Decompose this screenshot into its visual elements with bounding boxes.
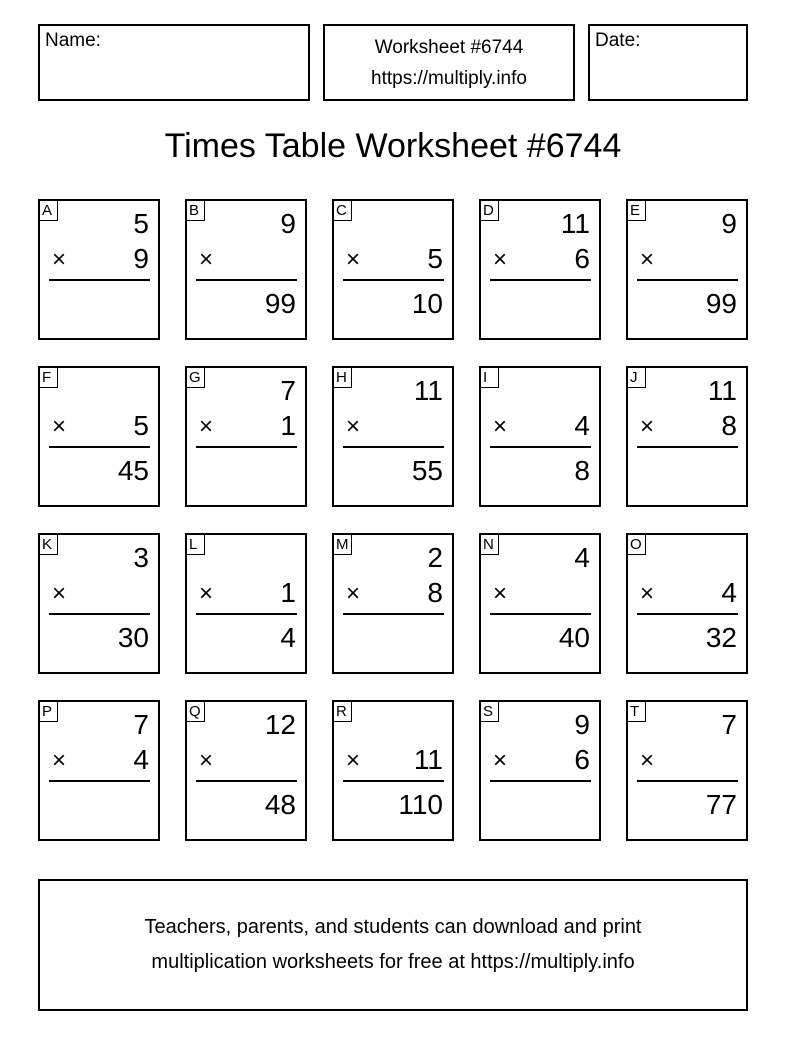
problem-box	[185, 533, 307, 674]
problem-letter: C	[334, 201, 352, 221]
worksheet-url: https://multiply.info	[371, 68, 527, 89]
top-factor: 11	[560, 208, 590, 239]
answer-value: 77	[705, 789, 737, 820]
top-factor: 4	[574, 542, 590, 573]
answer-line	[637, 446, 738, 448]
name-label: Name:	[45, 30, 101, 51]
problem-letter: P	[40, 702, 58, 722]
worksheet-number: Worksheet #6744	[374, 37, 524, 58]
problem-letter: M	[334, 535, 352, 555]
times-sign: ×	[640, 580, 655, 607]
answer-value: 8	[574, 455, 590, 486]
times-sign: ×	[52, 747, 67, 774]
answer-value: 48	[264, 789, 296, 820]
problem-letter: O	[628, 535, 646, 555]
problem-box	[479, 199, 601, 340]
answer-value: 40	[558, 622, 590, 653]
top-factor: 9	[574, 709, 590, 740]
answer-line	[196, 279, 297, 281]
answer-value: 99	[264, 288, 296, 319]
problem-box	[626, 700, 748, 841]
problem-box	[332, 533, 454, 674]
bottom-factor: 9	[133, 243, 149, 274]
times-sign: ×	[346, 413, 361, 440]
answer-line	[343, 279, 444, 281]
top-factor: 7	[721, 709, 737, 740]
bottom-factor: 1	[280, 577, 296, 608]
problem-letter: D	[481, 201, 499, 221]
problem-box	[479, 366, 601, 507]
times-sign: ×	[493, 413, 508, 440]
times-sign: ×	[52, 580, 67, 607]
top-factor: 3	[133, 542, 149, 573]
answer-value: 110	[398, 789, 443, 820]
date-label: Date:	[595, 30, 641, 51]
problem-box	[479, 700, 601, 841]
problem-letter: I	[481, 368, 499, 388]
problem-box	[626, 199, 748, 340]
bottom-factor: 1	[280, 410, 296, 441]
problem-letter: F	[40, 368, 58, 388]
answer-line	[196, 613, 297, 615]
answer-value: 10	[411, 288, 443, 319]
answer-line	[490, 613, 591, 615]
answer-value: 30	[117, 622, 149, 653]
times-sign: ×	[640, 246, 655, 273]
problem-box	[332, 199, 454, 340]
answer-line	[196, 780, 297, 782]
problem-letter: L	[187, 535, 205, 555]
bottom-factor: 8	[721, 410, 737, 441]
problem-box	[626, 366, 748, 507]
answer-line	[49, 279, 150, 281]
problem-box	[185, 700, 307, 841]
problem-letter: J	[628, 368, 646, 388]
bottom-factor: 6	[574, 243, 590, 274]
footer-line-2: multiplication worksheets for free at https://multiply.info	[151, 951, 635, 973]
bottom-factor: 11	[413, 744, 443, 775]
top-factor: 7	[280, 375, 296, 406]
times-sign: ×	[346, 580, 361, 607]
problem-box	[38, 533, 160, 674]
problem-box	[332, 366, 454, 507]
problem-box	[332, 700, 454, 841]
problem-letter: K	[40, 535, 58, 555]
problem-box	[626, 533, 748, 674]
times-sign: ×	[199, 747, 214, 774]
bottom-factor: 4	[721, 577, 737, 608]
answer-line	[49, 613, 150, 615]
answer-line	[490, 780, 591, 782]
answer-line	[343, 780, 444, 782]
bottom-factor: 6	[574, 744, 590, 775]
times-sign: ×	[199, 580, 214, 607]
answer-line	[637, 780, 738, 782]
times-sign: ×	[493, 246, 508, 273]
bottom-factor: 5	[133, 410, 149, 441]
times-sign: ×	[346, 747, 361, 774]
times-sign: ×	[52, 413, 67, 440]
problem-letter: N	[481, 535, 499, 555]
bottom-factor: 5	[427, 243, 443, 274]
times-sign: ×	[199, 246, 214, 273]
problem-box	[38, 199, 160, 340]
answer-value: 99	[705, 288, 737, 319]
answer-line	[490, 446, 591, 448]
times-sign: ×	[493, 580, 508, 607]
times-sign: ×	[52, 246, 67, 273]
times-sign: ×	[199, 413, 214, 440]
top-factor: 9	[721, 208, 737, 239]
bottom-factor: 8	[427, 577, 443, 608]
problem-letter: S	[481, 702, 499, 722]
answer-value: 32	[705, 622, 737, 653]
answer-value: 4	[280, 622, 296, 653]
top-factor: 5	[133, 208, 149, 239]
answer-line	[637, 279, 738, 281]
problem-letter: H	[334, 368, 352, 388]
top-factor: 9	[280, 208, 296, 239]
footer-box	[38, 879, 748, 1011]
problem-letter: R	[334, 702, 352, 722]
worksheet-title: Times Table Worksheet #6744	[164, 127, 622, 165]
answer-line	[343, 613, 444, 615]
answer-line	[343, 446, 444, 448]
problem-letter: A	[40, 201, 58, 221]
top-factor: 7	[133, 709, 149, 740]
problem-letter: T	[628, 702, 646, 722]
problem-box	[38, 366, 160, 507]
times-sign: ×	[640, 747, 655, 774]
answer-line	[196, 446, 297, 448]
top-factor: 12	[264, 709, 296, 740]
answer-value: 55	[411, 455, 443, 486]
times-sign: ×	[493, 747, 508, 774]
problem-box	[185, 199, 307, 340]
footer-line-1: Teachers, parents, and students can download and print	[144, 916, 642, 938]
answer-line	[49, 446, 150, 448]
problem-box	[38, 700, 160, 841]
answer-line	[637, 613, 738, 615]
problem-letter: Q	[187, 702, 205, 722]
bottom-factor: 4	[574, 410, 590, 441]
problem-box	[479, 533, 601, 674]
answer-line	[490, 279, 591, 281]
answer-value: 45	[117, 455, 149, 486]
problem-box	[185, 366, 307, 507]
top-factor: 2	[427, 542, 443, 573]
problem-letter: E	[628, 201, 646, 221]
times-sign: ×	[640, 413, 655, 440]
times-sign: ×	[346, 246, 361, 273]
answer-line	[49, 780, 150, 782]
problem-letter: B	[187, 201, 205, 221]
top-factor: 11	[413, 375, 443, 406]
top-factor: 11	[707, 375, 737, 406]
problem-letter: G	[187, 368, 205, 388]
bottom-factor: 4	[133, 744, 149, 775]
